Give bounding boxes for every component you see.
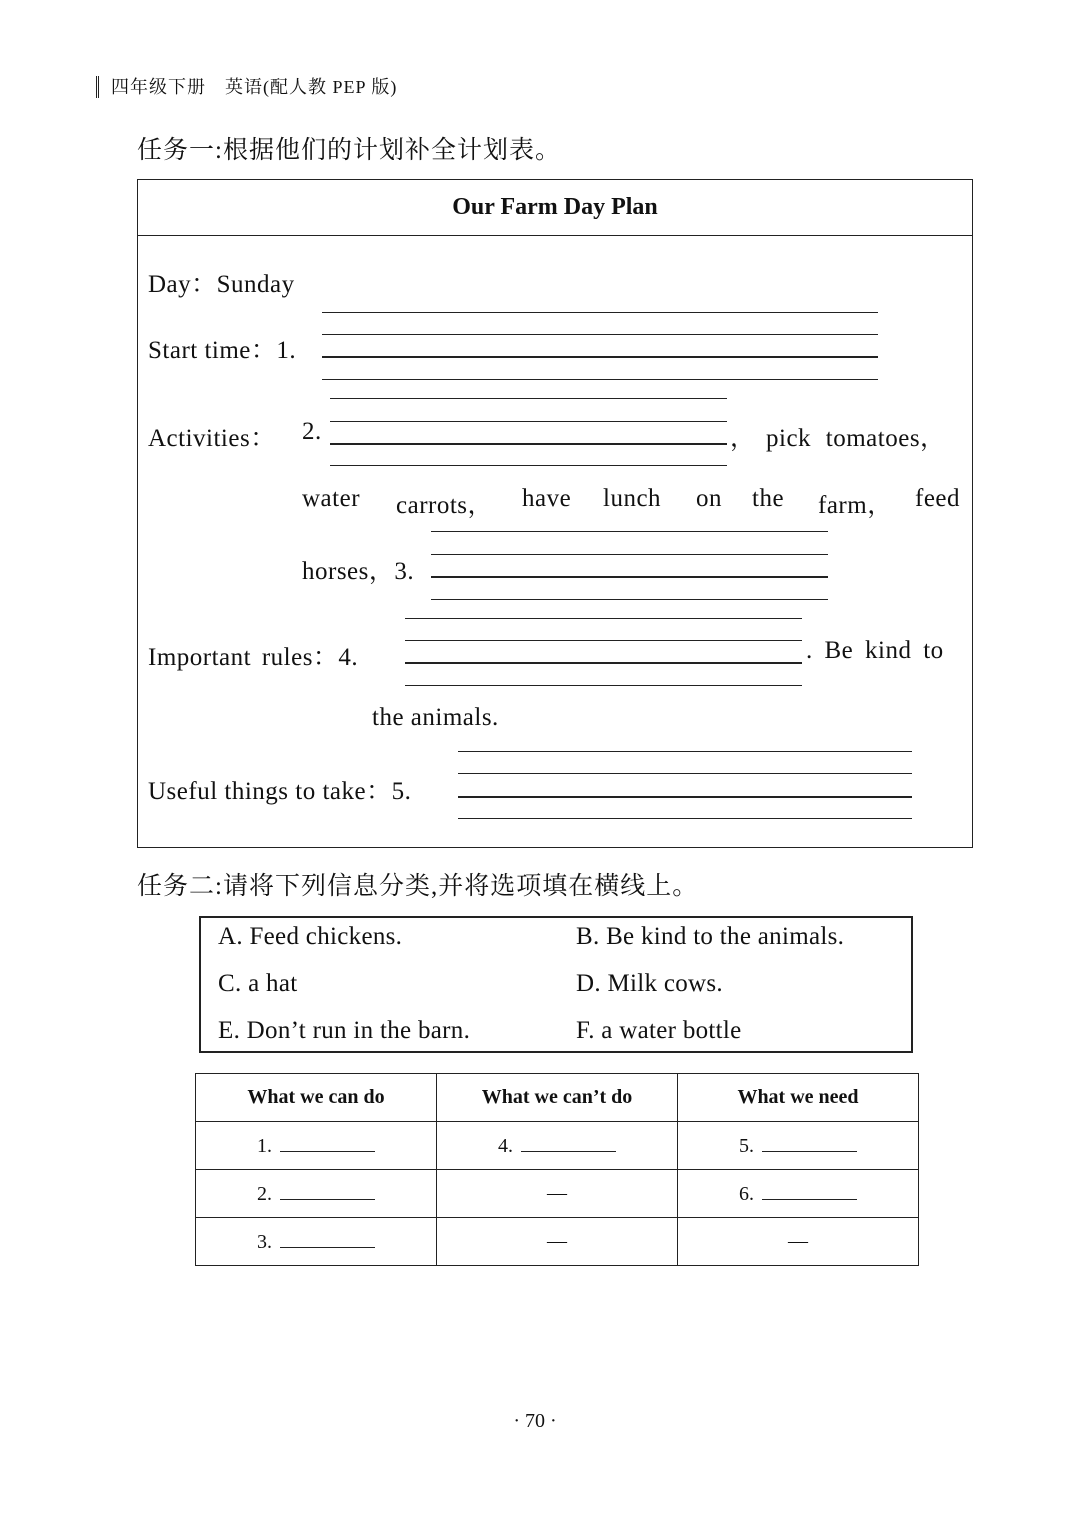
- option-e: E. Don’t run in the barn.: [218, 1017, 471, 1044]
- plan-title: Our Farm Day Plan: [138, 180, 972, 236]
- activities-label: Activities：: [148, 425, 276, 452]
- be-kind-text: . Be kind to: [806, 637, 944, 664]
- header-can-do: What we can do: [196, 1074, 437, 1122]
- useful-guide-line: [458, 818, 912, 819]
- activity3-guide-line: [431, 531, 828, 532]
- table-row: [196, 1122, 919, 1170]
- start-time-blank[interactable]: [322, 356, 878, 358]
- option-d: D. Milk cows.: [576, 970, 723, 997]
- start-time-guide-line: [322, 312, 878, 313]
- table-row: [196, 1170, 919, 1218]
- blank-number: 3.: [257, 1231, 272, 1253]
- option-a: A. Feed chickens.: [218, 923, 403, 950]
- rules-guide-line: [405, 618, 802, 619]
- rules-guide-line: [405, 640, 802, 641]
- empty-dash: —: [788, 1230, 808, 1252]
- blank-number: 4.: [498, 1135, 513, 1157]
- rules-blank[interactable]: [405, 662, 802, 664]
- activity-word: farm，: [818, 492, 893, 519]
- answer-blank[interactable]: [521, 1133, 616, 1152]
- useful-guide-line: [458, 773, 912, 774]
- pick-tomatoes-text: pick tomatoes，: [766, 425, 946, 452]
- header-need: What we need: [678, 1074, 919, 1122]
- task1-title: 任务一:根据他们的计划补全计划表。: [137, 137, 561, 164]
- option-b: B. Be kind to the animals.: [576, 923, 845, 950]
- useful-blank[interactable]: [458, 796, 912, 798]
- empty-dash: —: [547, 1182, 567, 1204]
- table-cell[interactable]: [437, 1122, 678, 1170]
- blank-number: 1.: [257, 1135, 272, 1157]
- horses-label: horses，3.: [302, 558, 415, 585]
- table-cell[interactable]: [196, 1218, 437, 1266]
- answer-blank[interactable]: [762, 1181, 857, 1200]
- blank-number: 5.: [739, 1135, 754, 1157]
- activity-word: water: [302, 485, 361, 512]
- activity-word: have: [522, 485, 572, 512]
- table-cell: [678, 1218, 919, 1266]
- plan-day: Day：Sunday: [148, 271, 295, 298]
- start-time-label: Start time：1.: [148, 337, 297, 364]
- the-animals-text: the animals.: [372, 704, 499, 731]
- activity-guide-line: [330, 465, 727, 466]
- blank-number: 2.: [257, 1183, 272, 1205]
- activity3-guide-line: [431, 554, 828, 555]
- activities-number: 2.: [302, 418, 322, 445]
- table-cell[interactable]: [678, 1122, 919, 1170]
- useful-things-label: Useful things to take：5.: [148, 778, 412, 805]
- table-cell: [437, 1218, 678, 1266]
- answer-blank[interactable]: [280, 1181, 375, 1200]
- activities-comma: ，: [730, 425, 756, 452]
- activity-word: feed: [915, 485, 961, 512]
- answer-blank[interactable]: [280, 1133, 375, 1152]
- table-cell[interactable]: [196, 1122, 437, 1170]
- start-time-guide-line: [322, 334, 878, 335]
- option-f: F. a water bottle: [576, 1017, 742, 1044]
- useful-guide-line: [458, 751, 912, 752]
- rules-guide-line: [405, 685, 802, 686]
- activity-blank[interactable]: [330, 443, 727, 445]
- sort-table: [195, 1073, 919, 1266]
- activity3-blank[interactable]: [431, 576, 828, 578]
- activity-word: lunch: [603, 485, 662, 512]
- table-cell: [437, 1170, 678, 1218]
- task2-title: 任务二:请将下列信息分类,并将选项填在横线上。: [137, 873, 699, 900]
- activity-word: on: [696, 485, 722, 512]
- activity-guide-line: [330, 398, 727, 399]
- activity3-guide-line: [431, 599, 828, 600]
- table-row: [196, 1218, 919, 1266]
- page-number: · 70 ·: [513, 1410, 557, 1432]
- answer-blank[interactable]: [280, 1229, 375, 1248]
- table-cell[interactable]: [196, 1170, 437, 1218]
- rules-label: Important rules：4.: [148, 644, 359, 671]
- table-cell[interactable]: [678, 1170, 919, 1218]
- book-header: 四年级下册 英语(配人教 PEP 版): [96, 76, 397, 98]
- header-cant-do: What we can’t do: [437, 1074, 678, 1122]
- start-time-guide-line: [322, 379, 878, 380]
- blank-number: 6.: [739, 1183, 754, 1205]
- option-c: C. a hat: [218, 970, 298, 997]
- activity-guide-line: [330, 421, 727, 422]
- activity-word: the: [752, 485, 785, 512]
- table-header-row: [196, 1074, 919, 1122]
- empty-dash: —: [547, 1230, 567, 1252]
- answer-blank[interactable]: [762, 1133, 857, 1152]
- activity-word: carrots，: [396, 492, 494, 519]
